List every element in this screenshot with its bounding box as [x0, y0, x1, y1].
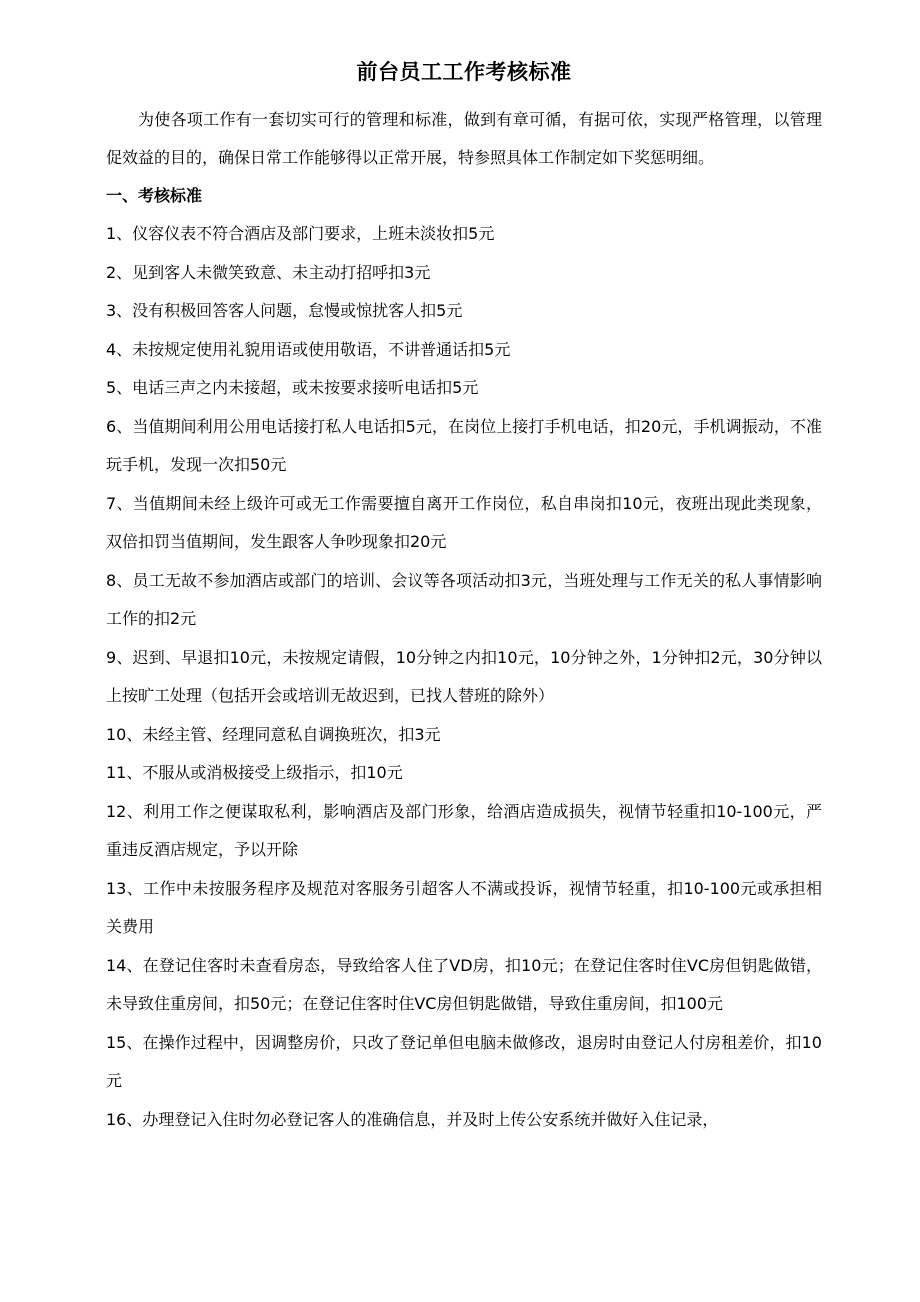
list-item: 3、没有积极回答客人问题，怠慢或惊扰客人扣5元	[106, 301, 463, 320]
list-item: 7、当值期间未经上级许可或无工作需要擅自离开工作岗位，私自串岗扣10元，夜班出现此类现象，双倍扣罚当值期间，发生跟客人争吵现象扣20元	[106, 493, 822, 551]
list-item: 12、利用工作之便谋取私利，影响酒店及部门形象，给酒店造成损失，视情节轻重扣10-100元，严重违反酒店规定，予以开除	[106, 801, 822, 859]
list-item: 5、电话三声之内未接超，或未按要求接听电话扣5元	[106, 378, 479, 397]
document-body	[106, 56, 822, 1139]
list-item: 16、办理登记入住时勿必登记客人的准确信息，并及时上传公安系统并做好入住记录，	[106, 1109, 719, 1129]
list-item: 15、在操作过程中，因调整房价，只改了登记单但电脑未做修改，退房时由登记人付房租差价，扣10元	[106, 1032, 822, 1090]
list-item: 8、员工无故不参加酒店或部门的培训、会议等各项活动扣3元，当班处理与工作无关的私人事情影响工作的扣2元	[106, 570, 822, 628]
intro-paragraph: 为使各项工作有一套切实可行的管理和标准，做到有章可循，有据可依，实现严格管理，以管理促效益的目的，确保日常工作能够得以正常开展，特参照具体工作制定如下奖惩明细。	[106, 110, 822, 167]
section-heading: 一、考核标准	[106, 186, 203, 205]
list-item: 2、见到客人未微笑致意、未主动打招呼扣3元	[106, 262, 431, 282]
document-title: 前台员工工作考核标准	[356, 60, 572, 84]
list-item: 13、工作中未按服务程序及规范对客服务引超客人不满或投诉，视情节轻重，扣10-100元或承担相关费用	[106, 878, 822, 936]
list-item: 4、未按规定使用礼貌用语或使用敬语，不讲普通话扣5元	[106, 339, 511, 359]
list-item: 10、未经主管、经理同意私自调换班次，扣3元	[106, 724, 441, 744]
list-item: 14、在登记住客时未查看房态，导致给客人住了VD房，扣10元；在登记住客时住VC房但钥匙做错，未导致住重房间，扣50元；在登记住客时住VC房但钥匙做错，导致住重房间，扣100元	[106, 955, 822, 1013]
list-item: 9、迟到、早退扣10元，未按规定请假，10分钟之内扣10元，10分钟之外，1分钟扣2元，30分钟以上按旷工处理（包括开会或培训无故迟到，已找人替班的除外）	[106, 647, 822, 705]
list-item: 1、仪容仪表不符合酒店及部门要求，上班未淡妆扣5元	[106, 224, 495, 243]
list-item: 6、当值期间利用公用电话接打私人电话扣5元，在岗位上接打手机电话，扣20元，手机调振动，不准玩手机，发现一次扣50元	[106, 416, 822, 474]
list-item: 11、不服从或消极接受上级指示，扣10元	[106, 763, 403, 782]
